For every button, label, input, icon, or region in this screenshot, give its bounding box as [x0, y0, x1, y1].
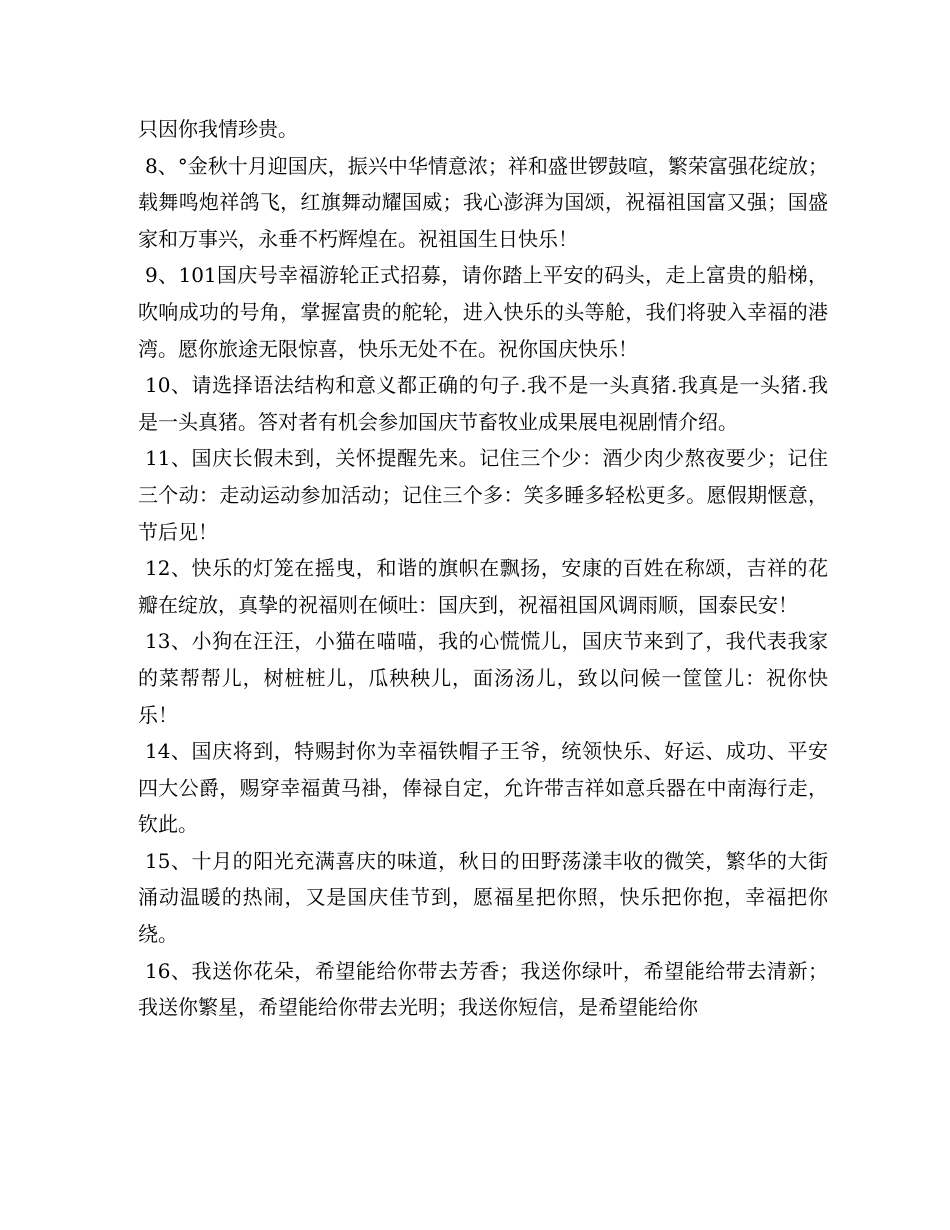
- paragraph-item-15: 15、十月的阳光充满喜庆的味道，秋日的田野荡漾丰收的微笑，繁华的大街涌动温暖的热闹，又是国庆佳节到，愿福星把你照，快乐把你抱，幸福把你绕。: [138, 848, 828, 947]
- paragraph-item-11: 11、国庆长假未到，关怀提醒先来。记住三个少：酒少肉少熬夜要少；记住三个动：走动运动参加活动；记住三个多：笑多睡多轻松更多。愿假期惬意，节后见！: [138, 446, 828, 544]
- paragraph-item-9: 9、101国庆号幸福游轮正式招募，请你踏上平安的码头，走上富贵的船梯，吹响成功的号角，掌握富贵的舵轮，进入快乐的头等舱，我们将驶入幸福的港湾。愿你旅途无限惊喜，快乐无处不在。祝你国庆快乐！: [138, 263, 828, 361]
- paragraph-item-8: 8、°金秋十月迎国庆，振兴中华情意浓；祥和盛世锣鼓喧，繁荣富强花绽放；载舞鸣炮祥鸽飞，红旗舞动耀国威；我心澎湃为国颂，祝福祖国富又强；国盛家和万事兴，永垂不朽辉煌在。祝祖国生日快乐！: [138, 153, 828, 251]
- paragraph-item-13: 13、小狗在汪汪，小猫在喵喵，我的心慌慌儿，国庆节来到了，我代表我家的菜帮帮儿，树桩桩儿，瓜秧秧儿，面汤汤儿，致以问候一筐筐儿：祝你快乐！: [138, 629, 828, 727]
- paragraph-item-16: 16、我送你花朵，希望能给你带去芳香；我送你绿叶，希望能给带去清新；我送你繁星，希望能给你带去光明；我送你短信，是希望能给你: [138, 958, 828, 1020]
- document-body: [138, 111, 828, 1026]
- paragraph-item-12: 12、快乐的灯笼在摇曳，和谐的旗帜在飘扬，安康的百姓在称颂，吉祥的花瓣在绽放，真挚的祝福则在倾吐：国庆到，祝福祖国风调雨顺，国泰民安！: [138, 556, 828, 617]
- paragraph-item-14: 14、国庆将到，特赐封你为幸福铁帽子王爷，统领快乐、好运、成功、平安四大公爵，赐穿幸福黄马褂，俸禄自定，允许带吉祥如意兵器在中南海行走，钦此。: [138, 739, 828, 837]
- paragraph-item-10: 10、请选择语法结构和意义都正确的句子.我不是一头真猪.我真是一头猪.我是一头真猪。答对者有机会参加国庆节畜牧业成果展电视剧情介绍。: [138, 373, 828, 434]
- paragraph-continuation: 只因你我情珍贵。: [138, 117, 298, 141]
